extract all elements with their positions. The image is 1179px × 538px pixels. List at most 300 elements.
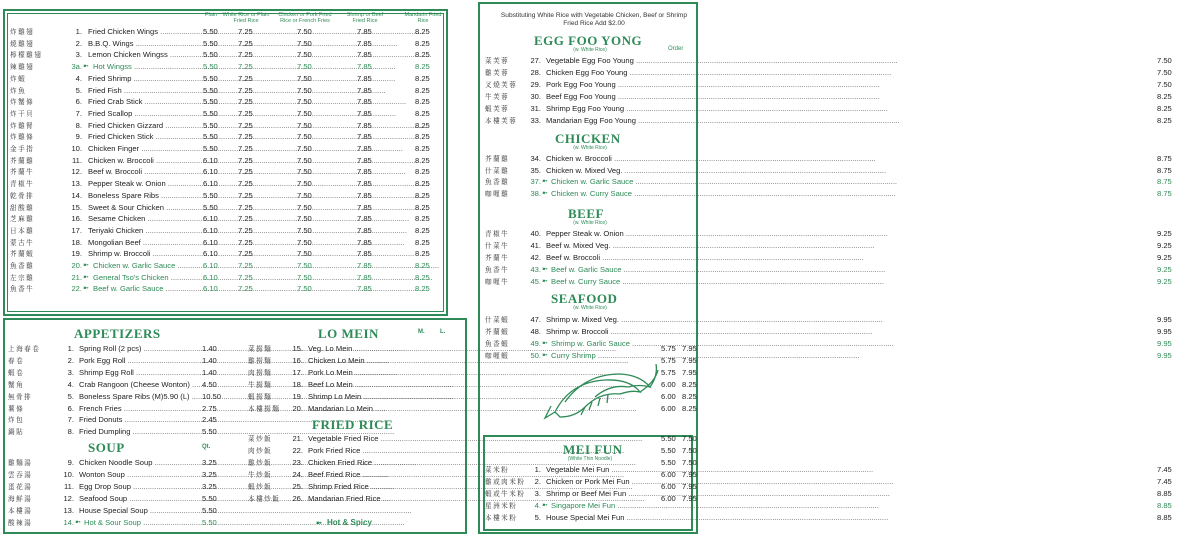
- price: 8.85: [1157, 512, 1172, 522]
- item-number: 6.: [75, 97, 82, 107]
- price: 8.25: [1157, 91, 1172, 101]
- price: 7.25: [238, 237, 253, 247]
- item-number: 10.: [71, 144, 82, 153]
- price-medium: 5.50: [661, 445, 676, 455]
- price: 7.25: [238, 155, 253, 165]
- lo-mein-title: LO MEIN: [318, 326, 379, 341]
- item-number: 8.: [75, 120, 82, 130]
- menu-row[interactable]: [248, 379, 697, 391]
- price: 8.75: [1157, 189, 1172, 199]
- menu-row[interactable]: [485, 188, 1172, 200]
- hot-pepper-icon: ➼: [83, 285, 89, 293]
- chinese-name: 咖喱牛: [485, 277, 510, 286]
- price: 7.50: [297, 85, 312, 95]
- column-header: Mandarin Fried Rice: [404, 12, 442, 24]
- price: 7.50: [297, 62, 312, 72]
- item-number: 45.: [530, 276, 541, 286]
- chinese-name: 雞麵湯: [8, 459, 33, 467]
- menu-row[interactable]: [10, 166, 440, 178]
- egg-foo-young-sub: (w. White Rice): [573, 47, 607, 53]
- item-name: Shrimp w. Mixed Veg. .....: [546, 314, 654, 326]
- item-number: 3a.: [71, 62, 82, 72]
- menu-row[interactable]: [10, 202, 440, 214]
- menu-row[interactable]: [8, 355, 218, 367]
- menu-row[interactable]: [10, 190, 440, 202]
- price: 9.25: [1157, 229, 1172, 238]
- price: 5.50: [203, 108, 218, 118]
- item-name: Chicken w. Mixed Veg. .....: [546, 165, 654, 177]
- price: 5.50: [202, 427, 217, 437]
- menu-row[interactable]: [8, 391, 222, 403]
- menu-row[interactable]: [8, 493, 218, 505]
- item-number: 23.: [292, 457, 303, 467]
- menu-row[interactable]: [485, 165, 1172, 177]
- menu-row[interactable]: [10, 178, 440, 190]
- menu-row[interactable]: [10, 260, 440, 272]
- chinese-name: 本樓米粉: [485, 513, 518, 522]
- price: 9.95: [1157, 350, 1172, 360]
- price: 7.50: [297, 120, 312, 130]
- item-name: Shrimp Egg Roll .....: [79, 367, 196, 379]
- item-name: Chicken w. Broccoli .....: [88, 155, 196, 167]
- menu-row[interactable]: [10, 283, 440, 295]
- menu-row[interactable]: [8, 505, 218, 517]
- price: 5.50: [202, 517, 217, 527]
- item-name: Fried Chicken Stick .....: [88, 131, 196, 143]
- item-name: Chicken w. Broccoli .....: [546, 153, 654, 165]
- price: 5.50: [203, 73, 218, 83]
- item-number: 10.: [63, 469, 74, 479]
- price: 7.85: [357, 272, 372, 282]
- price: 5.50: [203, 144, 218, 153]
- menu-row[interactable]: [8, 469, 218, 481]
- chinese-name: 芥蘭蝦: [485, 327, 510, 336]
- menu-row[interactable]: [485, 67, 1172, 79]
- price: 7.25: [238, 73, 253, 83]
- item-number: 42.: [530, 252, 541, 262]
- price: 8.25: [415, 62, 430, 72]
- chinese-name: 菜撈麵: [248, 345, 273, 353]
- price: 7.85: [357, 214, 372, 224]
- chinese-name: 本樓芙蓉: [485, 116, 518, 125]
- price: 7.25: [238, 62, 253, 72]
- price: 7.50: [297, 97, 312, 107]
- item-name: Chicken w. Garlic Sauce .....: [93, 260, 196, 272]
- price: 8.25: [1157, 103, 1172, 113]
- price: 9.25: [1157, 264, 1172, 274]
- price: 7.25: [238, 120, 253, 130]
- column-header: White Rice or Plain Fried Rice: [222, 12, 270, 24]
- chinese-name: 芥蘭雞: [10, 156, 35, 165]
- menu-row[interactable]: [8, 379, 218, 391]
- item-number: 8.: [67, 427, 74, 437]
- item-name: Beef w. Mixed Veg. .....: [546, 240, 654, 252]
- hot-pepper-icon: ➼: [316, 520, 322, 527]
- price: 7.50: [297, 214, 312, 224]
- menu-row[interactable]: [10, 237, 440, 249]
- item-name: Pork Lo Mein .....: [308, 367, 403, 379]
- price: 8.25: [415, 132, 430, 142]
- item-number: 21.: [292, 434, 303, 443]
- menu-row[interactable]: [485, 153, 1172, 165]
- menu-row[interactable]: [8, 457, 218, 469]
- menu-row[interactable]: [485, 176, 1172, 188]
- item-number: 34.: [530, 154, 541, 163]
- item-name: Wonton Soup .....: [79, 469, 196, 481]
- menu-row[interactable]: [248, 391, 697, 403]
- item-number: 38.: [530, 189, 541, 199]
- item-name: Fried Chicken Gizzard .....: [88, 120, 196, 132]
- price: 5.50: [203, 120, 218, 130]
- chinese-name: 咖喱蝦: [485, 351, 510, 360]
- chinese-name: 什菜雞: [485, 166, 510, 175]
- price: 5.50: [203, 27, 218, 36]
- price: 7.85: [357, 261, 372, 270]
- chinese-name: 芥蘭牛: [10, 168, 35, 177]
- substitution-note: Substituting White Rice with Vegetable Chicken, Beef or Shrimp Fried Rice Add $2.00: [500, 12, 688, 27]
- price: 8.25: [415, 27, 430, 36]
- shrimp-legs: [581, 395, 608, 415]
- menu-row[interactable]: [485, 79, 1172, 91]
- price: 7.85: [357, 155, 372, 165]
- item-number: 11.: [72, 155, 82, 165]
- chinese-name: 魚香牛: [485, 265, 510, 274]
- price: 6.10: [203, 214, 218, 224]
- chinese-name: 叉燒芙蓉: [485, 80, 518, 89]
- menu-row[interactable]: [10, 73, 440, 85]
- item-name: Vegetable Mei Fun .....: [546, 464, 654, 476]
- item-name: Beef Fried Rice .....: [308, 469, 403, 481]
- price: 8.25: [1157, 115, 1172, 125]
- menu-row[interactable]: [10, 26, 440, 38]
- chinese-name: 牛撈麵: [248, 380, 273, 389]
- price: 7.85: [357, 97, 372, 107]
- menu-row[interactable]: [485, 500, 1172, 512]
- price: 5.50: [202, 493, 217, 503]
- menu-row[interactable]: [485, 91, 1172, 103]
- menu-row[interactable]: [10, 131, 440, 143]
- price: 4.50: [202, 379, 217, 389]
- item-name: Pepper Steak w. Onion .....: [546, 228, 654, 240]
- price-medium: 5.50: [661, 457, 676, 467]
- chinese-name: 無骨排: [8, 392, 33, 401]
- price: 7.50: [297, 190, 312, 200]
- menu-row[interactable]: [485, 252, 1172, 264]
- chinese-name: 日本雞: [10, 226, 35, 235]
- menu-row[interactable]: [8, 481, 218, 493]
- price: 7.45: [1157, 476, 1172, 486]
- item-name: Lemon Chicken Wingss .....: [88, 49, 196, 61]
- price: 6.10: [203, 179, 218, 189]
- item-number: 22.: [292, 445, 303, 455]
- price: 8.75: [1157, 154, 1172, 163]
- price: 7.50: [1157, 56, 1172, 65]
- price: 5.50: [203, 132, 218, 142]
- item-number: 2.: [75, 38, 82, 48]
- price: 6.10: [203, 261, 218, 270]
- chinese-name: 蝦卷: [8, 368, 25, 377]
- item-number: 4.: [75, 73, 82, 83]
- price: 6.10: [203, 155, 218, 165]
- menu-row[interactable]: [485, 276, 1172, 288]
- chinese-name: 檸檬雞翅: [10, 51, 43, 60]
- price: 9.95: [1157, 315, 1172, 324]
- item-number: 50.: [530, 350, 541, 360]
- price: 7.85: [357, 50, 372, 60]
- menu-row[interactable]: [485, 240, 1172, 252]
- price-medium: 5.75: [661, 367, 676, 377]
- item-name: Singapore Mei Fun .....: [551, 500, 654, 512]
- item-number: 13.: [71, 179, 82, 189]
- item-number: 1.: [67, 344, 74, 353]
- price-large: 7.95: [682, 493, 697, 503]
- price: 2.45: [202, 415, 217, 425]
- price: 1.40: [202, 367, 217, 377]
- menu-row[interactable]: [8, 414, 218, 426]
- price: 7.85: [357, 284, 372, 294]
- item-number: 48.: [530, 326, 541, 336]
- size-header-large: L.: [440, 329, 446, 335]
- item-number: 13.: [63, 505, 74, 515]
- price: 3.25: [202, 458, 217, 467]
- item-number: 49.: [530, 338, 541, 348]
- item-number: 31.: [530, 103, 541, 113]
- size-header: Qt.: [202, 444, 211, 450]
- chinese-name: 雞撈麵: [248, 356, 273, 365]
- price: 7.85: [357, 85, 372, 95]
- item-name: Seafood Soup .....: [79, 493, 196, 505]
- price: 7.85: [357, 27, 372, 36]
- price: 5.50: [203, 202, 218, 212]
- item-name: Fried Chicken Wings .....: [88, 26, 196, 38]
- price: 8.25: [415, 108, 430, 118]
- price: 7.25: [238, 167, 253, 177]
- menu-row[interactable]: [10, 49, 440, 61]
- item-name: Shrimp Fried Rice .....: [308, 481, 403, 493]
- item-name: Fried Scallop .....: [88, 108, 196, 120]
- item-name: B.B.Q. Wings .....: [88, 38, 196, 50]
- price: 8.25: [415, 167, 430, 177]
- price: 8.25: [415, 190, 430, 200]
- item-number: 24.: [292, 469, 303, 479]
- beef-title: BEEF: [568, 206, 604, 221]
- menu-row[interactable]: [10, 85, 440, 97]
- menu-row[interactable]: [485, 115, 1172, 127]
- price: 9.25: [1157, 240, 1172, 250]
- item-name: Beef w. Garlic Sauce .....: [93, 283, 196, 295]
- chinese-name: 鍋貼: [8, 428, 25, 437]
- item-number: 4.: [534, 500, 541, 510]
- price-medium: 5.75: [661, 344, 676, 353]
- item-name: Chicken Finger .....: [88, 143, 196, 155]
- item-name: Beef w. Broccoli .....: [88, 166, 196, 178]
- fried-rice-title: FRIED RICE: [312, 417, 394, 432]
- item-name: House Special Soup .....: [79, 505, 196, 517]
- item-number: 30.: [530, 91, 541, 101]
- menu-row[interactable]: [485, 103, 1172, 115]
- mei-fun-title: MEI FUN: [563, 442, 623, 457]
- menu-row[interactable]: [10, 272, 440, 284]
- chinese-name: 蝦炒飯: [248, 482, 273, 491]
- price: 5.50: [203, 38, 218, 48]
- price: 8.25: [415, 272, 430, 282]
- menu-row[interactable]: [485, 512, 1172, 524]
- menu-row[interactable]: [10, 108, 440, 120]
- menu-row[interactable]: [10, 225, 440, 237]
- item-number: 43.: [530, 264, 541, 274]
- menu-row[interactable]: [8, 343, 218, 355]
- price: 10.50: [202, 391, 222, 401]
- menu-row[interactable]: [248, 367, 697, 379]
- price: 6.10: [203, 237, 218, 247]
- price-large: 8.25: [682, 403, 697, 413]
- chinese-name: 炸雞條: [10, 133, 35, 142]
- price: 8.25: [415, 202, 430, 212]
- price-medium: 6.00: [661, 379, 676, 389]
- menu-row[interactable]: [485, 55, 1172, 67]
- price: 9.25: [1157, 276, 1172, 286]
- price: 7.85: [357, 179, 372, 189]
- chinese-name: 甜酸雞: [10, 203, 35, 212]
- chinese-name: 乾骨排: [10, 191, 35, 200]
- price: 7.25: [238, 179, 253, 189]
- price: 8.25: [415, 155, 430, 165]
- chinese-name: 青椒牛: [485, 230, 510, 238]
- chinese-name: 蝦或牛米粉: [485, 489, 526, 498]
- hot-pepper-icon: ➼: [542, 190, 548, 198]
- item-number: 29.: [530, 79, 541, 89]
- item-number: 7.: [75, 108, 82, 118]
- menu-row[interactable]: [248, 433, 697, 445]
- item-name: Beef w. Broccoli .....: [546, 252, 654, 264]
- item-name: Sweet & Sour Chicken .....: [88, 202, 196, 214]
- item-number: 25.: [292, 481, 303, 491]
- item-name: Pork Egg Foo Young .....: [546, 79, 654, 91]
- chinese-name: 芥蘭雞: [485, 155, 510, 163]
- item-name: Vegetable Fried Rice .....: [308, 433, 403, 445]
- menu-row[interactable]: [10, 96, 440, 108]
- menu-row[interactable]: [8, 517, 218, 529]
- size-header-medium: M.: [418, 329, 425, 335]
- price: 7.50: [297, 50, 312, 60]
- price: 7.85: [357, 237, 372, 247]
- hot-pepper-icon: ➼: [75, 518, 81, 526]
- shrimp-illustration: [540, 362, 660, 424]
- chinese-name: 牛芙蓉: [485, 92, 510, 101]
- menu-row[interactable]: [8, 403, 218, 415]
- hot-pepper-icon: ➼: [83, 262, 89, 269]
- item-name: Curry Shrimp .....: [551, 350, 654, 362]
- chinese-name: 蒙古牛: [10, 238, 35, 247]
- price: 7.50: [297, 237, 312, 247]
- item-name: Chicken Egg Foo Young .....: [546, 67, 654, 79]
- price: 5.50: [203, 97, 218, 107]
- item-number: 3.: [67, 367, 74, 377]
- chinese-name: 炸雞翅: [10, 28, 35, 36]
- hot-pepper-icon: ➼: [542, 265, 548, 273]
- menu-row[interactable]: [485, 264, 1172, 276]
- menu-row[interactable]: [10, 155, 440, 167]
- chinese-name: 魚香雞: [485, 178, 510, 187]
- item-name: Pork Fried Rice .....: [308, 445, 403, 457]
- item-name: General Tso's Chicken .....: [93, 272, 196, 284]
- shrimp-tail: [545, 406, 555, 418]
- mei-fun-sub: (White Thin Noodle): [567, 456, 613, 462]
- menu-row[interactable]: [10, 61, 440, 73]
- menu-row[interactable]: [10, 213, 440, 225]
- item-name: House Special Mei Fun .....: [546, 512, 654, 524]
- price-large: 7.95: [682, 469, 697, 479]
- price-medium: 5.50: [661, 434, 676, 443]
- item-name: Mongolian Beef .....: [88, 237, 196, 249]
- menu-row[interactable]: [8, 367, 218, 379]
- menu-row[interactable]: [10, 38, 440, 50]
- price: 7.85: [357, 225, 372, 235]
- menu-row[interactable]: [485, 228, 1172, 240]
- price: 7.25: [238, 27, 253, 36]
- price: 7.50: [297, 272, 312, 282]
- price: 7.50: [297, 108, 312, 118]
- price: 8.25: [415, 179, 430, 189]
- item-name: Spring Roll (2 pcs) .....: [79, 343, 196, 355]
- price: 3.25: [202, 469, 217, 479]
- chinese-name: 芥蘭蝦: [10, 250, 35, 259]
- item-name: Boneless Spare Ribs .....: [88, 190, 196, 202]
- chinese-name: 芥蘭牛: [485, 253, 510, 262]
- price: 7.85: [357, 73, 372, 83]
- chinese-name: 咖喱雞: [485, 190, 510, 199]
- item-number: 2.: [534, 476, 541, 486]
- appetizers-title: APPETIZERS: [74, 326, 161, 341]
- price: 7.85: [357, 167, 372, 177]
- chinese-name: 炸干貝: [10, 109, 35, 118]
- hot-pepper-icon: ➼: [83, 63, 89, 71]
- price: 7.85: [357, 108, 372, 118]
- item-name: Fried Fish .....: [88, 85, 196, 97]
- hot-pepper-icon: ➼: [542, 277, 548, 285]
- price: 7.50: [297, 144, 312, 153]
- item-number: 1.: [75, 27, 82, 36]
- chinese-name: 金手指: [10, 145, 35, 153]
- hot-pepper-icon: ➼: [542, 339, 548, 347]
- menu-row[interactable]: [248, 403, 697, 415]
- menu-row[interactable]: [485, 314, 1172, 326]
- price: 8.25: [415, 261, 430, 270]
- chinese-name: 上海春卷: [8, 345, 41, 353]
- price: 7.25: [238, 50, 253, 60]
- price: 7.25: [238, 261, 253, 270]
- price: 2.75: [202, 403, 217, 413]
- item-name: Mandarian Egg Foo Young .....: [546, 115, 654, 127]
- price: 9.25: [1157, 252, 1172, 262]
- price: 7.50: [297, 73, 312, 83]
- item-number: 16.: [71, 214, 82, 224]
- item-name: Fried Donuts .....: [79, 414, 196, 426]
- menu-row[interactable]: [10, 143, 440, 155]
- chinese-name: 菜米粉: [485, 466, 510, 474]
- menu-row[interactable]: [10, 248, 440, 260]
- item-number: 2.: [67, 355, 74, 365]
- item-number: 20.: [292, 403, 303, 413]
- menu-row[interactable]: [10, 120, 440, 132]
- chinese-name: 菜炒飯: [248, 435, 273, 443]
- chinese-name: 雲吞湯: [8, 470, 33, 479]
- item-number: 18.: [292, 379, 303, 389]
- price-large: 8.25: [682, 391, 697, 401]
- menu-row[interactable]: [8, 426, 218, 438]
- menu-row[interactable]: [485, 326, 1172, 338]
- chinese-name: 芝麻雞: [10, 215, 35, 224]
